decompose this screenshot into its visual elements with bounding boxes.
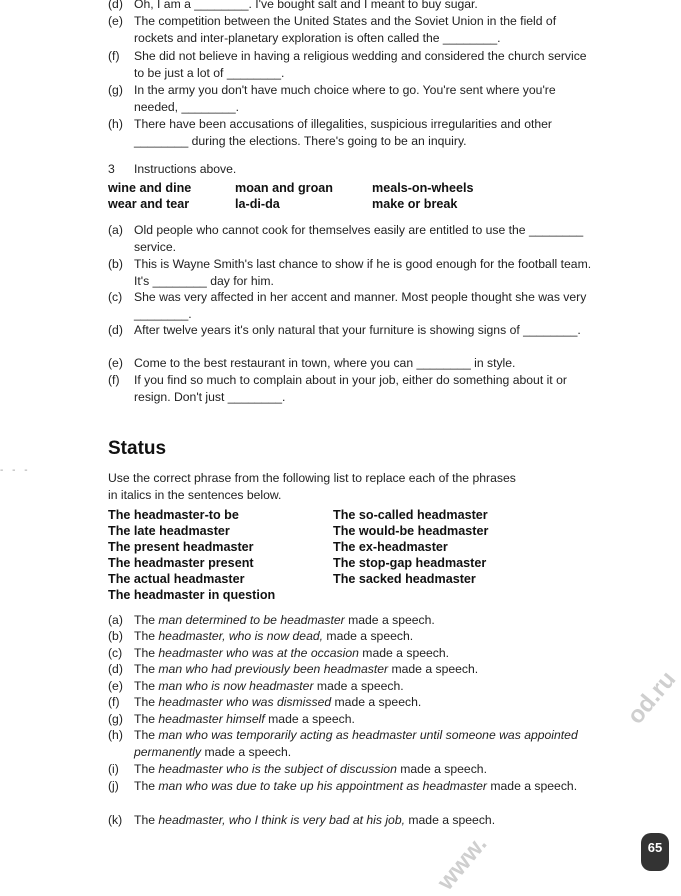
italic-phrase: man who had previously been headmaster: [158, 662, 389, 676]
italic-phrase: headmaster, who is now dead,: [158, 629, 324, 643]
sentence-item: [108, 661, 598, 678]
item-text: The headmaster, who is now dead, made a speech.: [134, 629, 414, 643]
item-label: (g): [108, 712, 123, 726]
item-label: (f): [108, 373, 120, 387]
italic-phrase: headmaster who was dismissed: [158, 695, 332, 709]
item-text: She was very affected in her accent and manner. Most people thought she was very ________.: [134, 290, 587, 321]
item-text: The headmaster, who I think is very bad at his job, made a speech.: [134, 813, 496, 827]
phrase-option: The headmaster in question: [108, 588, 276, 602]
item-text: The headmaster himself made a speech.: [134, 712, 355, 726]
item-label: (a): [108, 223, 123, 237]
sentence-item: [108, 678, 598, 695]
sentence-item: [108, 612, 598, 629]
item-label: (b): [108, 257, 123, 271]
item-text: The man who was due to take up his appointment as headmaster made a speech.: [134, 779, 578, 793]
phrase-option: meals-on-wheels: [372, 181, 474, 195]
item-label: (b): [108, 629, 123, 643]
item-label: (a): [108, 613, 123, 627]
watermark: www.: [432, 830, 493, 896]
item-text: There have been accusations of illegalities, suspicious irregularities and other ________ during the elections. There's going to be an inquiry.: [134, 117, 552, 148]
item-text: If you find so much to complain about in your job, either do something about it or resign. Don't just ________.: [134, 373, 567, 404]
item-text: The headmaster who was at the occasion made a speech.: [134, 646, 450, 660]
italic-phrase: headmaster who was at the occasion: [158, 646, 359, 660]
item-label: (c): [108, 290, 123, 304]
exercise-item: [108, 116, 598, 150]
item-text: In the army you don't have much choice where to go. You're sent where you're needed, ________.: [134, 83, 556, 114]
item-text: Come to the best restaurant in town, where you can ________ in style.: [134, 356, 516, 370]
phrase-option: The sacked headmaster: [333, 572, 476, 586]
exercise-item: [108, 289, 598, 323]
phrase-option: The so-called headmaster: [333, 508, 488, 522]
item-label: (i): [108, 762, 119, 776]
item-text: After twelve years it's only natural that your furniture is showing signs of ________.: [134, 323, 581, 337]
italic-phrase: headmaster who is the subject of discussion: [158, 762, 397, 776]
phrase-option: The headmaster-to be: [108, 508, 239, 522]
item-text: The man who had previously been headmaster made a speech.: [134, 662, 479, 676]
item-label: (e): [108, 356, 123, 370]
item-label: (f): [108, 695, 120, 709]
exercise-item: [108, 13, 598, 47]
watermark: od.ru: [622, 666, 681, 730]
item-text: This is Wayne Smith's last chance to show if he is good enough for the football team. It's ________ day for him.: [134, 257, 592, 288]
italic-phrase: man determined to be headmaster: [158, 613, 345, 627]
item-label: (g): [108, 83, 123, 97]
item-label: (e): [108, 679, 123, 693]
phrase-option: make or break: [372, 197, 458, 211]
exercise-item: [108, 372, 598, 406]
item-text: Old people who cannot cook for themselves easily are entitled to use the ________ service.: [134, 223, 584, 254]
status-instruction: Use the correct phrase from the following list to replace each of the phrases: [108, 471, 516, 485]
phrase-option: The late headmaster: [108, 524, 230, 538]
section-number: 3: [108, 162, 115, 176]
sentence-item: [108, 645, 598, 662]
sentence-item: [108, 628, 598, 645]
item-text: She did not believe in having a religious wedding and considered the church service to be just a lot of ________.: [134, 49, 587, 80]
section-instruction: Instructions above.: [134, 162, 237, 176]
italic-phrase: man who was temporarily acting as headmaster until someone was appointed permanently: [134, 728, 578, 759]
phrase-option: The stop-gap headmaster: [333, 556, 487, 570]
page-number: 65: [641, 833, 669, 871]
item-text: The man who is now headmaster made a speech.: [134, 679, 404, 693]
sentence-item: [108, 812, 598, 829]
phrase-option: la-di-da: [235, 197, 280, 211]
item-text: The headmaster who is the subject of discussion made a speech.: [134, 762, 487, 776]
phrase-option: The actual headmaster: [108, 572, 245, 586]
exercise-item: [108, 82, 598, 116]
exercise-item: [108, 222, 598, 256]
section-heading: Status: [108, 438, 167, 459]
item-label: (k): [108, 813, 123, 827]
sentence-item: [108, 727, 598, 761]
exercise-item: [108, 256, 598, 290]
exercise-item: [108, 48, 598, 82]
phrase-option: The present headmaster: [108, 540, 254, 554]
sentence-item: [108, 711, 598, 728]
italic-phrase: headmaster himself: [158, 712, 265, 726]
item-text: The man who was temporarily acting as headmaster until someone was appointed permanently made a speech.: [134, 728, 578, 759]
item-label: (h): [108, 117, 123, 131]
item-text: The competition between the United States and the Soviet Union in the field of rockets and inter-planetary exploration is often called the ________.: [134, 14, 557, 45]
sentence-item: [108, 761, 598, 778]
item-label: (d): [108, 0, 123, 11]
item-label: (h): [108, 728, 123, 742]
item-label: (f): [108, 49, 120, 63]
phrase-option: moan and groan: [235, 181, 333, 195]
item-label: (d): [108, 323, 123, 337]
item-label: (d): [108, 662, 123, 676]
phrase-option: The headmaster present: [108, 556, 254, 570]
item-text: The headmaster who was dismissed made a speech.: [134, 695, 422, 709]
status-instruction: in italics in the sentences below.: [108, 488, 282, 502]
exercise-item: [108, 0, 598, 13]
item-label: (e): [108, 14, 123, 28]
margin-dash: - - -: [0, 465, 31, 476]
phrase-option: wine and dine: [108, 181, 192, 195]
sentence-item: [108, 778, 598, 812]
item-text: The man determined to be headmaster made a speech.: [134, 613, 435, 627]
item-label: (j): [108, 779, 119, 793]
exercise-item: [108, 322, 598, 356]
phrase-option: The would-be headmaster: [333, 524, 489, 538]
sentence-item: [108, 694, 598, 711]
exercise-item: [108, 355, 598, 372]
phrase-option: The ex-headmaster: [333, 540, 448, 554]
italic-phrase: man who was due to take up his appointment as headmaster: [158, 779, 487, 793]
italic-phrase: man who is now headmaster: [158, 679, 314, 693]
item-text: Oh, I am a ________. I've bought salt and I meant to buy sugar.: [134, 0, 478, 11]
italic-phrase: headmaster, who I think is very bad at his job,: [158, 813, 405, 827]
item-label: (c): [108, 646, 123, 660]
phrase-option: wear and tear: [108, 197, 190, 211]
